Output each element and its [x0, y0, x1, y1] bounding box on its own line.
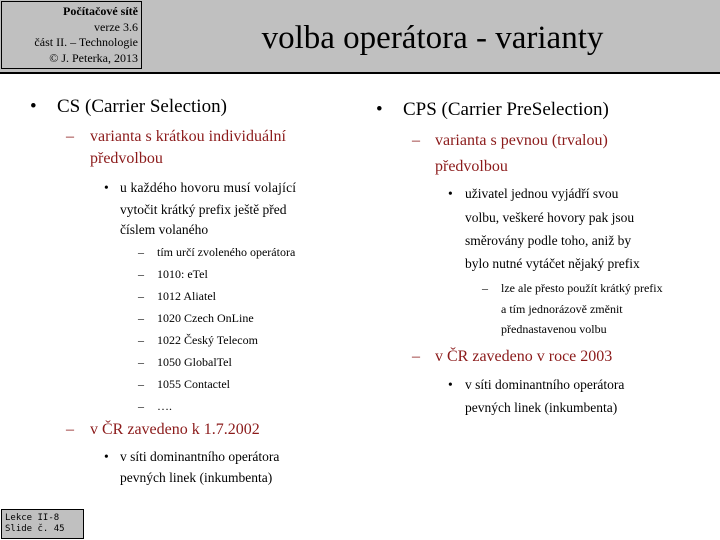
dash-marker: – [138, 333, 144, 347]
cs-variant-line2: předvolbou [90, 150, 163, 167]
cs-net-line2: pevných linek (inkumbenta) [120, 470, 273, 485]
cps-desc-line4: bylo nutné vytáčet nějaký prefix [465, 256, 640, 271]
slide-number: Slide č. 45 [5, 524, 65, 534]
cps-heading: CPS (Carrier PreSelection) [403, 99, 609, 120]
dash-marker: – [138, 245, 144, 259]
dash-marker: – [482, 281, 488, 295]
cs-item: 1055 Contactel [157, 377, 230, 391]
cps-variant-line2: předvolbou [435, 158, 508, 175]
cs-item: …. [157, 399, 172, 413]
dash-marker: – [66, 128, 74, 145]
header-divider [0, 72, 720, 74]
slide-title: volba operátora - varianty [261, 20, 604, 56]
cps-net-line1: v síti dominantního operátora [465, 377, 625, 392]
bullet-dot: • [448, 377, 453, 392]
cs-heading: CS (Carrier Selection) [57, 96, 227, 117]
cps-date: v ČR zavedeno v roce 2003 [435, 348, 613, 365]
cps-sub-line2: a tím jednorázově změnit [501, 302, 623, 316]
bullet-dot: • [448, 186, 453, 201]
dash-marker: – [412, 348, 420, 365]
course-info-box [1, 1, 142, 69]
cs-item: 1012 Aliatel [157, 289, 216, 303]
dash-marker: – [138, 311, 144, 325]
cps-desc-line2: volbu, veškeré hovory pak jsou [465, 210, 635, 225]
cs-desc-line3: číslem volaného [120, 222, 209, 237]
dash-marker: – [138, 267, 144, 281]
dash-marker: – [138, 355, 144, 369]
cps-sub-line3: přednastavenou volbu [501, 322, 607, 336]
course-part: část II. – Technologie [34, 35, 138, 49]
cs-date: v ČR zavedeno k 1.7.2002 [90, 421, 260, 438]
dash-marker: – [138, 289, 144, 303]
cps-sub-line1: lze ale přesto použít krátký prefix [501, 281, 663, 295]
cs-net-line1: v síti dominantního operátora [120, 449, 280, 464]
slide-info-box [1, 509, 84, 539]
dash-marker: – [138, 399, 144, 413]
bullet-dot: • [104, 449, 109, 464]
cs-variant-line1: varianta s krátkou individuální [90, 128, 286, 145]
course-version: verze 3.6 [94, 19, 138, 34]
cps-desc-line1: uživatel jednou vyjádří svou [465, 186, 619, 201]
cs-item: 1010: eTel [157, 267, 208, 281]
bullet-dot: • [104, 180, 109, 195]
dash-marker: – [138, 377, 144, 391]
dash-marker: – [66, 421, 74, 438]
cs-item: 1020 Czech OnLine [157, 311, 254, 325]
cps-variant-line1: varianta s pevnou (trvalou) [435, 132, 608, 149]
cps-net-line2: pevných linek (inkumbenta) [465, 400, 618, 415]
course-name: Počítačové sítě [63, 4, 138, 18]
bullet-dot: • [30, 96, 37, 117]
cps-desc-line3: směrovány podle toho, aniž by [465, 233, 632, 248]
cs-item: 1022 Český Telecom [157, 333, 258, 347]
cs-item: tím určí zvoleného operátora [157, 245, 296, 259]
cs-desc-line1: u každého hovoru musí volající [120, 180, 297, 195]
cs-desc-line2: vytočit krátký prefix ještě před [120, 202, 287, 217]
lesson-label: Lekce II-8 [5, 513, 60, 523]
course-copyright: © J. Peterka, 2013 [49, 50, 138, 65]
bullet-dot: • [376, 99, 383, 120]
dash-marker: – [412, 132, 420, 149]
cs-item: 1050 GlobalTel [157, 355, 232, 369]
